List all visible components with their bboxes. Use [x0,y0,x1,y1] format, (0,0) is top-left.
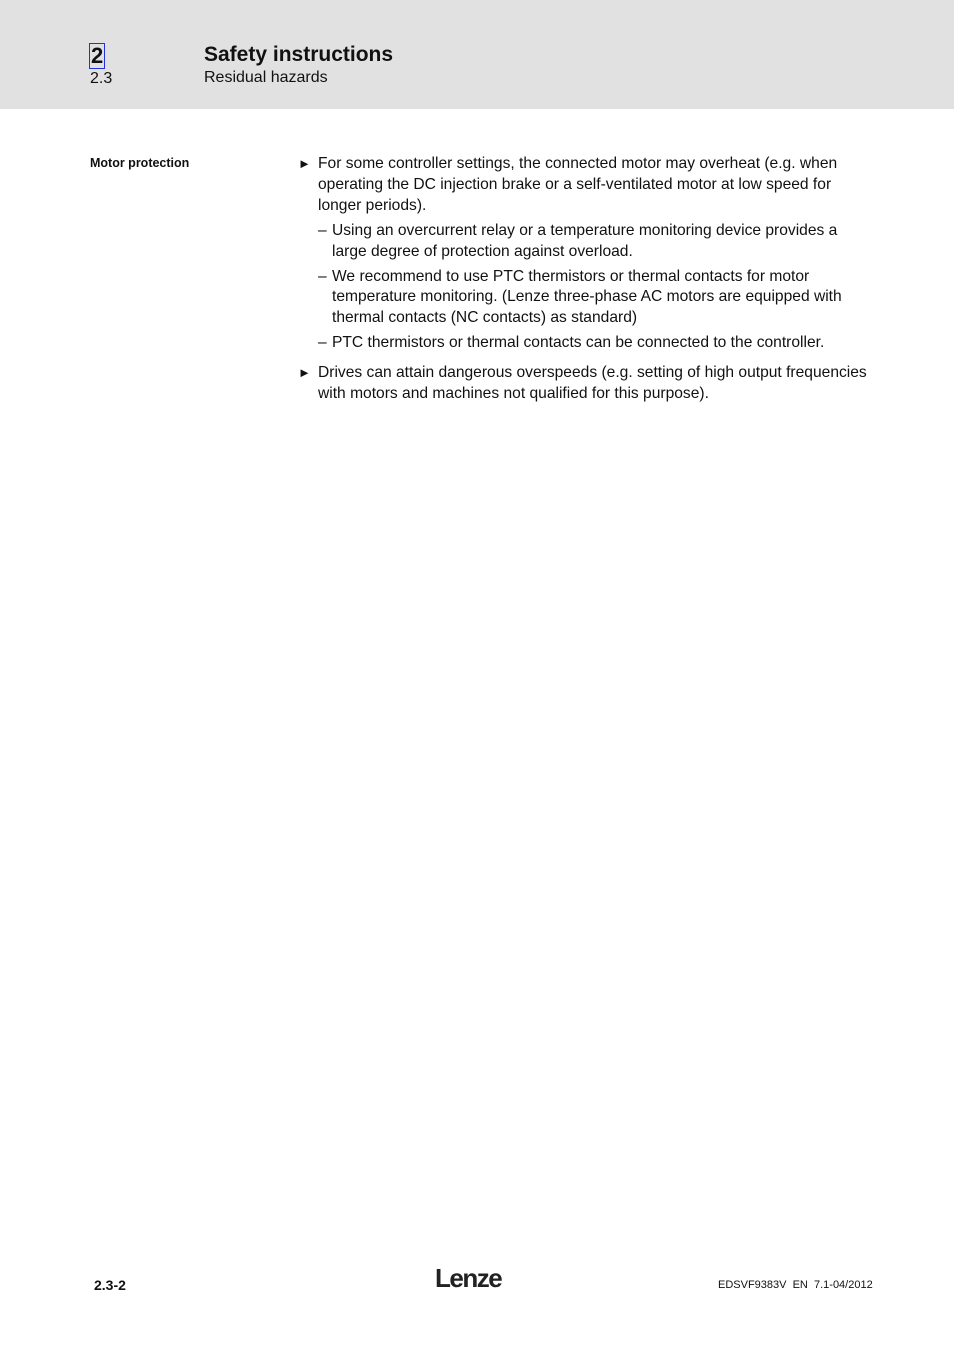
section-number: 2.3 [90,70,113,87]
sub-item-text: We recommend to use PTC thermistors or thermal contacts for motor temperature monitoring. (Lenze three-phase AC motors are equipped with thermal contacts (NC contacts) as standard) [332,267,842,327]
chapter-number-link[interactable]: 2 [91,43,104,68]
sub-item-ptc-recommendation [318,267,868,330]
sub-item-text: Using an overcurrent relay or a temperature monitoring device provides a large degree of protection against overload. [332,221,838,260]
footer-page-number: 2.3-2 [94,1277,126,1293]
sub-item-ptc-connection [318,333,868,354]
lenze-logo: Lenze [435,1263,502,1293]
bullet-text: For some controller settings, the connected motor may overheat (e.g. when operating the DC injection brake or a self-ventilated motor at low speed for longer periods). [318,155,838,214]
sub-item-overcurrent-relay [318,221,868,263]
bullet-arrow-icon: ► [298,156,311,171]
page-header [0,0,954,109]
bullet-item-overheat [298,154,868,354]
page-subtitle: Residual hazards [204,69,328,86]
bullet-item-overspeed [298,363,868,405]
sub-item-text: PTC thermistors or thermal contacts can be connected to the controller. [332,334,825,352]
bullet-text: Drives can attain dangerous overspeeds (e.g. setting of high output frequencies with motors and machines not qualified for this purpose). [318,364,867,403]
dash-marker: – [318,334,327,352]
margin-label-motor-protection: Motor protection [90,156,190,170]
footer-document-reference: EDSVF9383V EN 7.1-04/2012 [718,1279,873,1291]
page-title: Safety instructions [204,43,394,66]
dash-marker: – [318,221,327,239]
bullet-arrow-icon: ► [298,365,311,381]
body-content [298,154,868,405]
dash-marker: – [318,267,327,285]
sub-list [318,221,868,354]
